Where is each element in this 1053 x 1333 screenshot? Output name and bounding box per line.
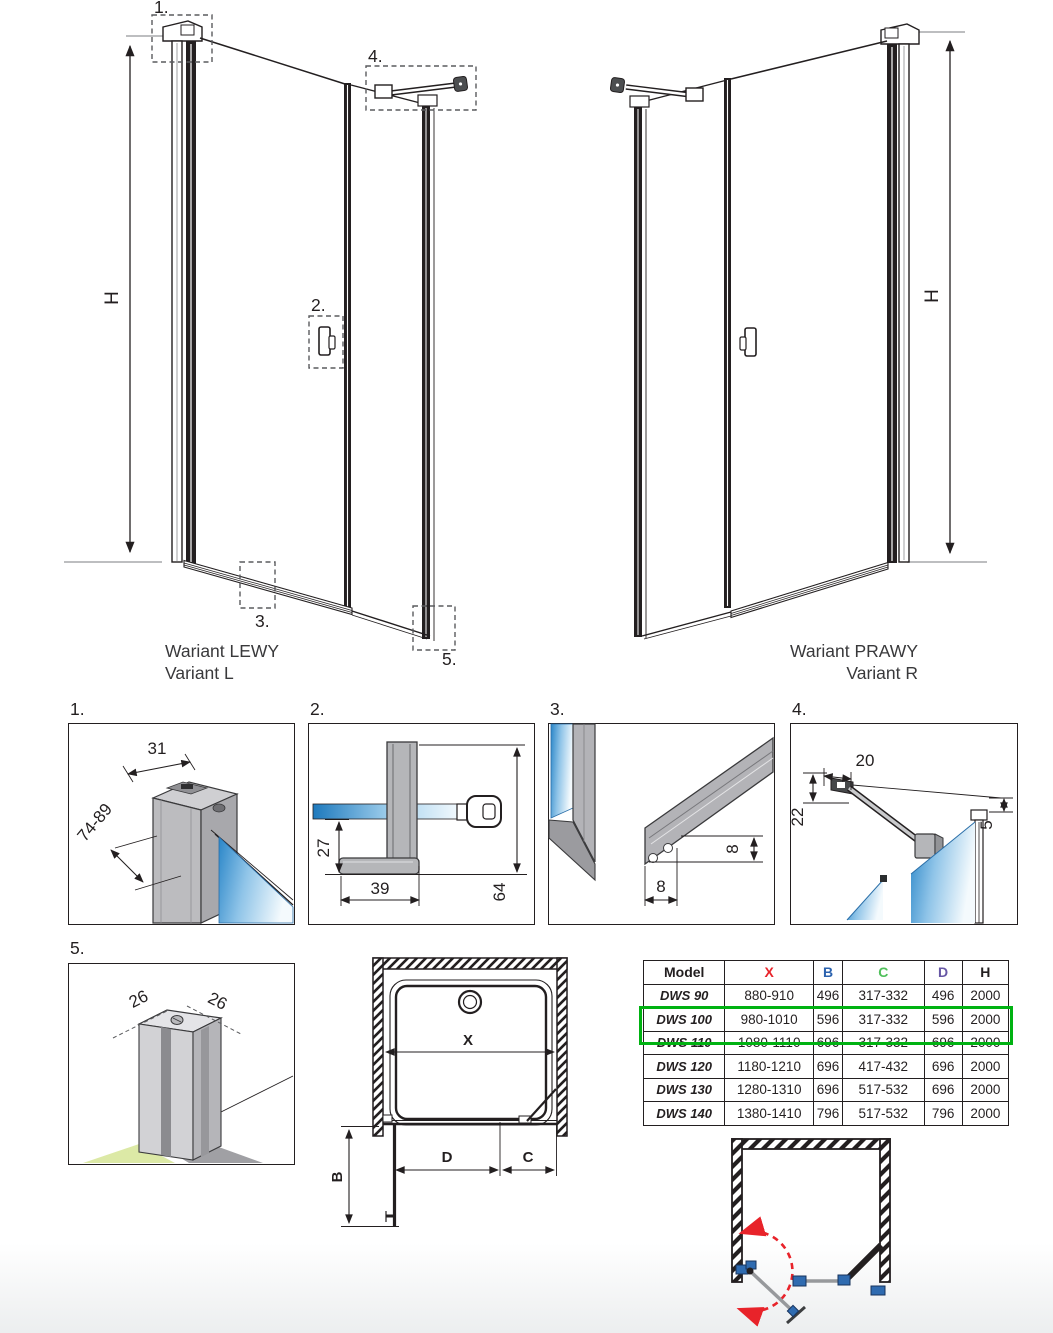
cell-c: 317-332 <box>843 1008 924 1032</box>
cell-b: 496 <box>813 984 842 1008</box>
cell-b: 796 <box>813 1102 842 1126</box>
wall-top <box>732 1139 890 1149</box>
table-header-d: D <box>924 961 962 985</box>
dimX-label: X <box>462 1032 474 1049</box>
wall-line <box>221 1076 293 1112</box>
threshold-line1 <box>731 565 888 614</box>
support-bar-wall-mount <box>610 77 625 93</box>
cell-h: 2000 <box>962 1031 1008 1055</box>
cell-x: 880-910 <box>725 984 813 1008</box>
seal-bar-groove2 <box>651 758 773 844</box>
detail-4-drawing <box>788 724 1016 923</box>
wall-left <box>373 958 383 1136</box>
dim20-label: 20 <box>855 751 875 770</box>
seal-notch1 <box>649 854 658 863</box>
threshold-line1 <box>184 563 352 611</box>
variant-left-title-line2: Variant L <box>165 663 234 683</box>
post-groove-side <box>201 1026 209 1157</box>
detail-1-box <box>68 723 295 925</box>
table-row <box>644 1102 1009 1126</box>
cell-x: 1380-1410 <box>725 1102 813 1126</box>
dimB-label: B <box>329 1171 346 1183</box>
dim20-arrow <box>824 776 851 779</box>
dim7489-arrow <box>111 850 143 882</box>
cell-h: 2000 <box>962 1078 1008 1102</box>
wall-right <box>557 958 567 1136</box>
table-header-row <box>644 961 1009 985</box>
seal-notch2 <box>664 844 673 853</box>
cell-x: 1080-1110 <box>725 1031 813 1055</box>
dim39-label: 39 <box>370 879 390 898</box>
cell-d: 696 <box>924 1031 962 1055</box>
threshold-strip <box>184 561 352 615</box>
detail-1-label: 1. <box>70 699 85 719</box>
cell-d: 796 <box>924 1102 962 1126</box>
support-bar-bracket <box>375 85 392 98</box>
detail-3-drawing <box>549 724 773 923</box>
wall-top <box>373 958 567 969</box>
detail-4-label: 4. <box>792 699 807 719</box>
dim26R-label: 26 <box>204 988 231 1014</box>
fixed-bottom-edge2 <box>352 615 427 639</box>
support-bar-bracket <box>686 88 703 101</box>
support-bar-core <box>391 85 456 93</box>
table-row <box>644 1031 1009 1055</box>
glass-clamp <box>915 834 935 858</box>
door-top-edge <box>731 41 887 79</box>
cell-b: 596 <box>813 1008 842 1032</box>
cell-b: 696 <box>813 1078 842 1102</box>
threshold-line2 <box>731 567 888 616</box>
cell-x: 1280-1310 <box>725 1078 813 1102</box>
cell-d: 696 <box>924 1078 962 1102</box>
cell-model: DWS 110 <box>644 1031 725 1055</box>
cell-model: DWS 140 <box>644 1102 725 1126</box>
cell-model: DWS 100 <box>644 1008 725 1032</box>
door-handle-knob <box>740 337 746 350</box>
dim26L-label: 26 <box>125 986 152 1012</box>
dim8w-label: 8 <box>656 877 666 896</box>
fixed-bottom-edge <box>642 612 731 636</box>
profile-slot <box>181 784 193 789</box>
glass-connector <box>880 875 887 882</box>
table-row <box>644 1055 1009 1079</box>
h-dim-label: H <box>922 289 943 303</box>
callout-4-label: 4. <box>368 46 383 66</box>
support-bar-wall-mount <box>453 76 468 92</box>
top-cap-notch <box>885 28 898 38</box>
cell-c: 417-432 <box>843 1055 924 1079</box>
detail-1-drawing <box>69 724 293 923</box>
variant-left-drawing <box>50 0 520 695</box>
dim64-label: 64 <box>490 882 509 902</box>
profile-front-face <box>153 798 201 923</box>
detail-2-drawing <box>309 724 533 923</box>
detail-5-drawing <box>69 964 293 1163</box>
threshold-line2 <box>184 565 352 613</box>
table-header-x: X <box>725 961 813 985</box>
cell-model: DWS 90 <box>644 984 725 1008</box>
dim8h-label: 8 <box>723 844 742 854</box>
callout-1-label: 1. <box>154 0 169 17</box>
bar-clamp-left <box>793 1276 806 1286</box>
cell-x: 980-1010 <box>725 1008 813 1032</box>
wall-left <box>732 1139 742 1282</box>
dim31-label: 31 <box>147 739 167 758</box>
cell-model: DWS 120 <box>644 1055 725 1079</box>
h-dim-label: H <box>102 291 123 305</box>
cell-b: 696 <box>813 1055 842 1079</box>
table-header-c: C <box>843 961 924 985</box>
dim22-label: 22 <box>788 807 807 827</box>
variant-right-title <box>703 640 918 684</box>
fixed-panel-cap <box>418 95 437 106</box>
glass-panel <box>219 837 293 923</box>
dimC-label: C <box>522 1149 534 1166</box>
table-row <box>644 1078 1009 1102</box>
callout-3-label: 3. <box>255 611 270 631</box>
wall-bracket-slot <box>837 782 845 788</box>
cell-c: 517-532 <box>843 1078 924 1102</box>
variant-right-title-line2: Variant R <box>846 663 918 683</box>
dim27-label: 27 <box>314 838 333 858</box>
door-handle <box>745 328 756 356</box>
table-header-b: B <box>813 961 842 985</box>
cell-h: 2000 <box>962 1008 1008 1032</box>
post-groove-front <box>161 1027 171 1157</box>
bar-clamp-mid <box>838 1275 850 1285</box>
handle-body <box>387 742 417 864</box>
fixed-panel-cap <box>630 96 649 107</box>
door-handle-knob <box>329 336 335 349</box>
detail-5-box <box>68 963 295 1165</box>
seal-bar-groove1 <box>649 751 773 838</box>
dim5-label: 5 <box>977 820 996 830</box>
detail-3-box <box>548 723 775 925</box>
detail-2-box <box>308 723 535 925</box>
cell-h: 2000 <box>962 1102 1008 1126</box>
dimD-label: D <box>441 1149 453 1166</box>
cell-d: 596 <box>924 1008 962 1032</box>
table-header-model: Model <box>644 961 725 985</box>
callout-5-label: 5. <box>442 649 457 669</box>
variant-right-drawing <box>585 8 1053 693</box>
table-header-h: H <box>962 961 1008 985</box>
cell-c: 317-332 <box>843 984 924 1008</box>
table-row-highlighted <box>644 1008 1009 1032</box>
cell-b: 696 <box>813 1031 842 1055</box>
hinge-pivot <box>747 1268 754 1275</box>
bar-clamp-wall <box>871 1286 885 1295</box>
cell-c: 517-532 <box>843 1102 924 1126</box>
fixed-bottom-edge <box>352 611 430 636</box>
top-cap-notch <box>181 25 194 35</box>
profile-screw <box>213 804 225 812</box>
support-bar-core <box>849 788 923 844</box>
dim7489-ext1 <box>115 836 157 848</box>
cell-d: 496 <box>924 984 962 1008</box>
detail-2-label: 2. <box>310 699 325 719</box>
dim7489-label: 74-89 <box>73 799 117 846</box>
fixed-bottom-edge2 <box>644 616 731 639</box>
plan-view-drawing <box>329 950 570 1255</box>
door-handle <box>319 327 330 355</box>
glass-edge-cap <box>971 810 987 820</box>
door-top-edge <box>200 38 345 84</box>
variant-left-title-line1: Wariant LEWY <box>165 641 280 661</box>
glass-panel <box>551 724 573 818</box>
handle-foot <box>339 858 419 874</box>
door-swing-diagram <box>725 1135 995 1333</box>
variant-left-title <box>165 640 279 684</box>
size-table <box>643 960 1009 1126</box>
support-bar-core <box>626 87 691 95</box>
cell-x: 1180-1210 <box>725 1055 813 1079</box>
cell-d: 696 <box>924 1055 962 1079</box>
knob-slot <box>483 804 495 819</box>
cell-model: DWS 130 <box>644 1078 725 1102</box>
callout-2-label: 2. <box>311 295 326 315</box>
dim31-arrow <box>128 762 190 774</box>
reference-line <box>841 784 1001 798</box>
cell-h: 2000 <box>962 984 1008 1008</box>
table-row <box>644 984 1009 1008</box>
threshold-strip <box>731 563 888 618</box>
detail-4-box <box>790 723 1018 925</box>
cell-c: 317-332 <box>843 1031 924 1055</box>
glass-strip <box>313 804 457 819</box>
variant-right-title-line1: Wariant PRAWY <box>789 641 918 661</box>
cell-h: 2000 <box>962 1055 1008 1079</box>
wall-right <box>880 1139 890 1282</box>
hinge-block <box>383 1115 392 1122</box>
detail-5-label: 5. <box>70 938 85 958</box>
detail-3-label: 3. <box>550 699 565 719</box>
